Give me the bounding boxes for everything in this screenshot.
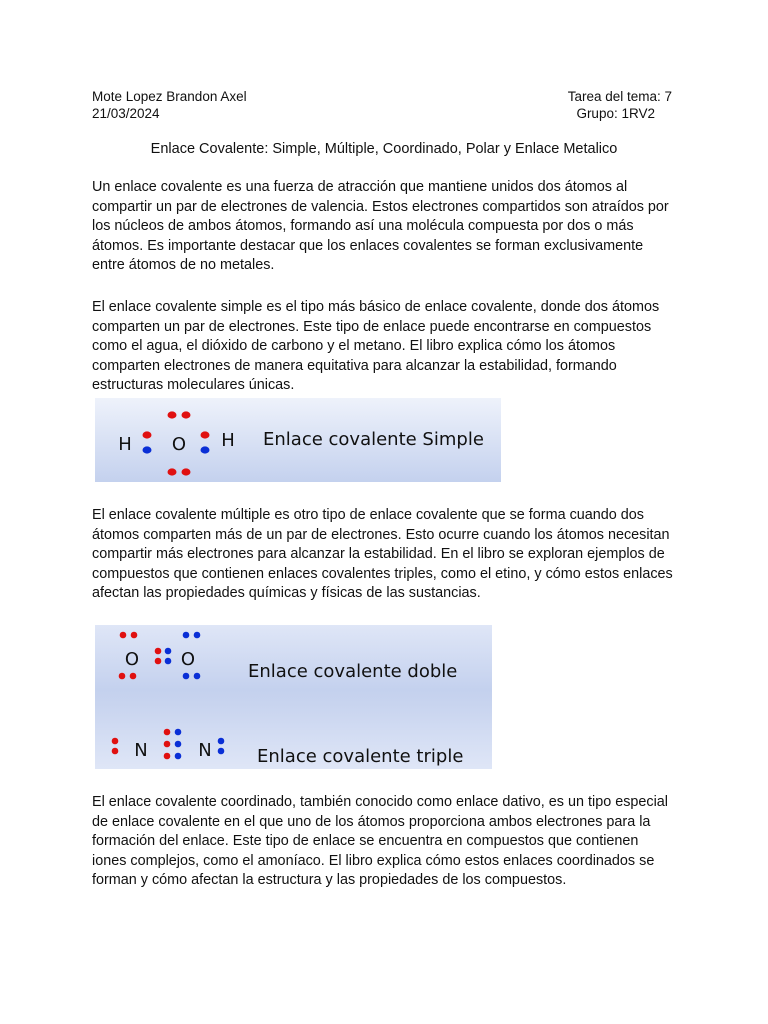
paragraph-multiple-bond: El enlace covalente múltiple es otro tipo de enlace covalente que se forma cuando dos átomos comparten más de un par de electrones. Esto ocurre cuando los átomos necesitan compartir más electrones para alcanzar la estabilidad. En el libro se exploran ejemplos de compuestos que contienen enlaces covalentes triples, como el etino, y cómo estos enlaces afectan las propiedades químicas y físicas de las sustancias. <box>92 507 673 601</box>
caption-double: Enlace covalente doble <box>248 661 458 682</box>
header-left <box>92 88 247 122</box>
atom-o-left: O <box>124 649 140 670</box>
atom-o-right: O <box>180 649 196 670</box>
paragraph-simple-bond: El enlace covalente simple es el tipo más básico de enlace covalente, donde dos átomos comparten un par de electrones. Este tipo de enlace puede encontrarse en compuestos como el agua, el dióxido de carbono y el metano. El libro explica cómo los átomos comparten electrones de manera equitativa para alcanzar la estabilidad, formando estructuras moleculares únicas. <box>92 299 660 393</box>
multiple-bond-figure <box>95 625 492 769</box>
paragraph-coordinate-bond: El enlace covalente coordinado, también conocido como enlace dativo, es un tipo especial de enlace covalente en el que uno de los átomos proporciona ambos electrones para la formación del enlace. Este tipo de enlace se encuentra en compuestos que contienen iones complejos, como el amoníaco. El libro explica cómo estos enlaces coordinados se forman y cómo afectan la estructura y las propiedades de los compuestos. <box>92 794 668 888</box>
document-date: 21/03/2024 <box>92 106 160 121</box>
task-label: Tarea del tema: 7 <box>567 89 672 104</box>
caption-simple: Enlace covalente Simple <box>263 429 484 450</box>
group-label: Grupo: 1RV2 <box>576 106 655 121</box>
atom-n-left: N <box>134 740 148 761</box>
atom-n-right: N <box>198 740 212 761</box>
author-name: Mote Lopez Brandon Axel <box>92 89 247 104</box>
atom-o: O <box>171 434 187 455</box>
atom-h-right: H <box>221 430 235 451</box>
atom-h-left: H <box>118 434 132 455</box>
paragraph-intro: Un enlace covalente es una fuerza de atracción que mantiene unidos dos átomos al compartir un par de electrones de valencia. Estos electrones compartidos son atraídos por los núcleos de ambos átomos, formando así una molécula compuesta por dos o más átomos. Es importante destacar que los enlaces covalentes se forman exclusivamente entre átomos de no metales. <box>92 179 669 273</box>
document-title: Enlace Covalente: Simple, Múltiple, Coordinado, Polar y Enlace Metalico <box>150 141 618 157</box>
caption-triple: Enlace covalente triple <box>257 746 464 767</box>
header-right <box>568 88 672 122</box>
simple-bond-figure <box>95 398 501 482</box>
